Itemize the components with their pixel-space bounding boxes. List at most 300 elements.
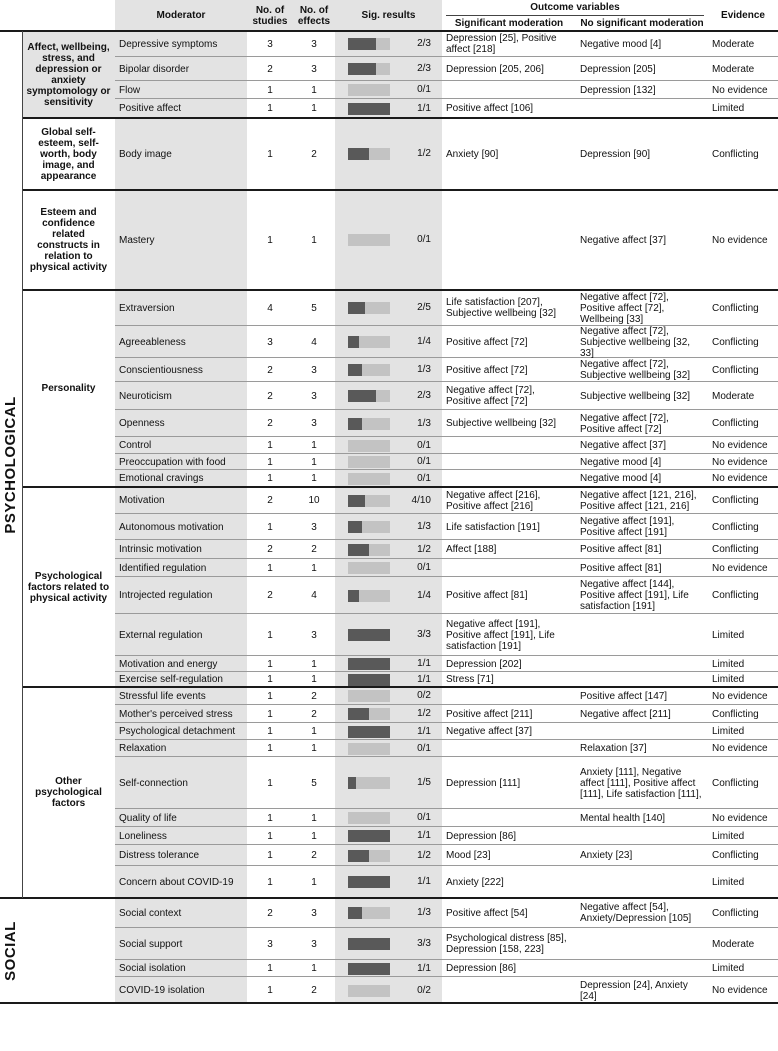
sig-bar-track xyxy=(348,812,390,824)
sig-ratio: 1/1 xyxy=(417,876,431,887)
effects-count: 1 xyxy=(311,473,317,484)
sig-bar-track xyxy=(348,726,390,738)
studies-count: 1 xyxy=(267,456,273,468)
non-significant-outcomes: Negative mood [4] xyxy=(580,473,662,484)
sig-bar-track xyxy=(348,390,390,402)
sig-bar-fill xyxy=(348,418,362,430)
sig-ratio: 1/1 xyxy=(417,725,431,737)
moderator-name: Depressive symptoms xyxy=(119,38,218,50)
significant-outcomes: Depression [205, 206] xyxy=(446,63,544,75)
non-significant-outcomes: Negative affect [37] xyxy=(580,234,666,246)
effects-count: 10 xyxy=(308,495,320,506)
non-significant-outcomes: Negative affect [37] xyxy=(580,440,666,451)
non-significant-outcomes: Negative affect [72], Positive affect [72] xyxy=(580,412,669,435)
effects-count: 2 xyxy=(311,544,317,555)
header-studies: No. of studies xyxy=(252,4,288,27)
significant-outcomes: Life satisfaction [191] xyxy=(446,521,540,533)
moderator-name: Introjected regulation xyxy=(119,590,213,601)
sig-ratio: 3/3 xyxy=(417,938,431,949)
sig-ratio: 1/1 xyxy=(417,830,431,841)
moderator-name: Identified regulation xyxy=(119,562,207,574)
moderator-name: Openness xyxy=(119,418,165,429)
non-significant-outcomes: Negative affect [72], Subjective wellbeing [32, 33] xyxy=(580,325,691,359)
evidence-rating: Conflicting xyxy=(712,148,759,160)
studies-count: 2 xyxy=(267,590,273,601)
evidence-rating: Conflicting xyxy=(712,708,759,720)
sig-bar-fill xyxy=(348,148,369,160)
moderator-name: Exercise self-regulation xyxy=(119,674,223,685)
significant-outcomes: Psychological distress [85], Depression [158, 223] xyxy=(446,933,567,955)
evidence-rating: No evidence xyxy=(712,743,768,754)
sig-bar-fill xyxy=(348,850,369,862)
evidence-rating: Limited xyxy=(712,103,745,114)
studies-count: 1 xyxy=(267,812,273,824)
moderator-name: Stressful life events xyxy=(119,690,206,702)
effects-count: 3 xyxy=(311,907,317,919)
significant-outcomes xyxy=(446,190,572,290)
evidence-rating: Conflicting xyxy=(712,521,759,533)
sig-ratio: 1/5 xyxy=(417,777,431,788)
moderator-name: Relaxation xyxy=(119,743,167,754)
evidence-rating: Limited xyxy=(712,830,745,842)
non-significant-outcomes: Positive affect [147] xyxy=(580,690,668,702)
non-significant-outcomes xyxy=(580,672,704,687)
effects-count: 1 xyxy=(311,456,317,468)
sig-bar-track xyxy=(348,456,390,468)
studies-count: 2 xyxy=(267,544,273,555)
significant-outcomes xyxy=(446,454,572,470)
studies-count: 1 xyxy=(267,985,273,996)
sig-bar-track xyxy=(348,938,390,950)
non-significant-outcomes xyxy=(580,656,704,672)
group-label: Global self-esteem, self-worth, body image, and appearance xyxy=(38,126,99,182)
studies-count: 1 xyxy=(267,103,273,114)
sig-ratio: 1/3 xyxy=(417,417,431,429)
studies-count: 1 xyxy=(267,674,273,685)
studies-count: 1 xyxy=(267,963,273,974)
sig-bar-track xyxy=(348,302,390,314)
sig-ratio: 0/1 xyxy=(417,439,431,451)
non-significant-outcomes: Positive affect [81] xyxy=(580,544,662,555)
sig-ratio: 1/1 xyxy=(417,962,431,974)
effects-count: 1 xyxy=(311,963,317,974)
effects-count: 3 xyxy=(311,38,317,50)
effects-count: 1 xyxy=(311,674,317,685)
evidence-rating: No evidence xyxy=(712,84,768,96)
moderator-name: Self-connection xyxy=(119,777,188,789)
sig-bar-track xyxy=(348,830,390,842)
significant-outcomes: Depression [111] xyxy=(446,777,521,789)
significant-outcomes xyxy=(446,687,572,705)
moderator-name: Bipolar disorder xyxy=(119,63,190,75)
effects-count: 1 xyxy=(311,812,317,824)
non-significant-outcomes: Depression [24], Anxiety [24] xyxy=(580,979,688,1002)
non-significant-outcomes: Subjective wellbeing [32] xyxy=(580,390,691,402)
significant-outcomes: Subjective wellbeing [32] xyxy=(446,418,557,429)
studies-count: 2 xyxy=(267,418,273,429)
evidence-rating: Moderate xyxy=(712,938,755,950)
evidence-rating: No evidence xyxy=(712,473,768,484)
sig-bar-track xyxy=(348,103,390,115)
sig-bar-fill xyxy=(348,495,365,507)
sig-ratio: 0/1 xyxy=(417,456,431,467)
moderator-name: External regulation xyxy=(119,629,203,641)
evidence-rating: No evidence xyxy=(712,562,768,574)
effects-count: 2 xyxy=(311,148,317,160)
non-significant-outcomes: Negative affect [72], Subjective wellbeing [32] xyxy=(580,359,691,381)
non-significant-outcomes: Negative affect [211] xyxy=(580,708,671,720)
sig-bar-fill xyxy=(348,963,390,975)
sig-bar-fill xyxy=(348,674,390,686)
effects-count: 1 xyxy=(311,562,317,574)
evidence-rating: Conflicting xyxy=(712,336,759,348)
significant-outcomes xyxy=(446,977,572,1004)
evidence-rating: Conflicting xyxy=(712,495,759,506)
studies-count: 2 xyxy=(267,63,273,75)
effects-count: 1 xyxy=(311,743,317,754)
studies-count: 1 xyxy=(267,473,273,484)
studies-count: 1 xyxy=(267,690,273,702)
effects-count: 4 xyxy=(311,336,317,348)
significant-outcomes xyxy=(446,809,572,827)
significant-outcomes xyxy=(446,437,572,454)
moderator-name: Neuroticism xyxy=(119,390,172,402)
sig-bar-fill xyxy=(348,521,362,533)
non-significant-outcomes: Negative mood [4] xyxy=(580,38,662,50)
sig-ratio: 1/4 xyxy=(417,589,431,601)
evidence-rating: Limited xyxy=(712,629,745,641)
non-significant-outcomes: Negative affect [144], Positive affect [191], Life satisfaction [191] xyxy=(580,579,689,612)
sig-bar-track xyxy=(348,521,390,533)
sig-bar-track xyxy=(348,148,390,160)
moderator-name: Control xyxy=(119,440,152,451)
group-label: Psychological factors related to physical activity xyxy=(27,570,110,604)
effects-count: 3 xyxy=(311,521,317,533)
significant-outcomes xyxy=(446,559,572,577)
non-significant-outcomes: Anxiety [23] xyxy=(580,850,633,861)
moderator-name: Extraversion xyxy=(119,302,175,314)
non-significant-outcomes xyxy=(580,723,704,740)
sig-bar-track xyxy=(348,658,390,670)
sig-bar-track xyxy=(348,336,390,348)
effects-count: 1 xyxy=(311,103,317,114)
evidence-rating: No evidence xyxy=(712,690,768,702)
sig-bar-fill xyxy=(348,726,390,738)
sig-bar-track xyxy=(348,907,390,919)
evidence-rating: Limited xyxy=(712,963,745,974)
studies-count: 1 xyxy=(267,521,273,533)
evidence-rating: No evidence xyxy=(712,985,768,996)
moderator-name: Flow xyxy=(119,84,141,96)
non-significant-outcomes xyxy=(580,866,704,898)
moderator-name: Social isolation xyxy=(119,963,186,974)
non-significant-outcomes: Relaxation [37] xyxy=(580,743,647,754)
moderator-name: Conscientiousness xyxy=(119,364,203,376)
group-column-rule xyxy=(22,31,23,898)
sig-bar-track xyxy=(348,690,390,702)
studies-count: 3 xyxy=(267,938,273,950)
significant-outcomes: Positive affect [54] xyxy=(446,907,528,919)
non-significant-outcomes: Negative affect [191], Positive affect [191] xyxy=(580,516,675,538)
significant-outcomes: Life satisfaction [207], Subjective wellbeing [32] xyxy=(446,297,557,319)
header-significant-moderation: Significant moderation xyxy=(454,17,564,29)
domain-label: SOCIAL xyxy=(2,921,19,981)
significant-outcomes: Stress [71] xyxy=(446,674,494,685)
group-label: Esteem and confidence related constructs in relation to physical activity xyxy=(29,207,108,273)
evidence-rating: Moderate xyxy=(712,63,755,75)
sig-ratio: 1/4 xyxy=(417,336,431,347)
significant-outcomes: Anxiety [90] xyxy=(446,148,499,160)
effects-count: 2 xyxy=(311,708,317,720)
moderator-name: Quality of life xyxy=(119,812,177,824)
studies-count: 1 xyxy=(267,743,273,754)
evidence-rating: No evidence xyxy=(712,234,768,246)
moderator-name: Mother's perceived stress xyxy=(119,708,233,720)
moderator-name: Concern about COVID-19 xyxy=(119,876,234,888)
evidence-rating: Moderate xyxy=(712,38,755,50)
moderator-name: Loneliness xyxy=(119,830,167,842)
sig-ratio: 0/1 xyxy=(417,234,431,245)
evidence-rating: Conflicting xyxy=(712,777,759,789)
effects-count: 5 xyxy=(311,777,317,789)
effects-count: 3 xyxy=(311,63,317,75)
evidence-rating: Conflicting xyxy=(712,850,759,861)
significant-outcomes: Depression [86] xyxy=(446,963,517,974)
sig-bar-track xyxy=(348,473,390,485)
sig-bar-fill xyxy=(348,830,390,842)
header-sig-results: Sig. results xyxy=(361,10,416,21)
moderator-name: Emotional cravings xyxy=(119,473,204,484)
studies-count: 2 xyxy=(267,364,273,376)
sig-ratio: 1/3 xyxy=(417,364,431,375)
sig-bar-track xyxy=(348,674,390,686)
moderator-name: Motivation xyxy=(119,495,165,506)
non-significant-outcomes: Negative affect [54], Anxiety/Depression [105] xyxy=(580,902,692,924)
evidence-rating: Conflicting xyxy=(712,544,759,555)
non-significant-outcomes: Depression [205] xyxy=(580,63,656,75)
evidence-rating: Conflicting xyxy=(712,364,759,376)
studies-count: 1 xyxy=(267,562,273,574)
header-underline xyxy=(446,15,704,16)
sig-ratio: 1/2 xyxy=(417,849,431,861)
evidence-rating: Limited xyxy=(712,658,745,670)
evidence-rating: Limited xyxy=(712,726,745,737)
header-effects: No. of effects xyxy=(297,4,331,27)
significant-outcomes: Depression [86] xyxy=(446,830,517,842)
studies-count: 3 xyxy=(267,336,273,348)
sig-bar-fill xyxy=(348,629,390,641)
significant-outcomes: Negative affect [216], Positive affect [216] xyxy=(446,489,541,512)
non-significant-outcomes: Anxiety [111], Negative affect [111], Positive affect [111], Life satisfaction [111], xyxy=(580,766,702,800)
effects-count: 3 xyxy=(311,418,317,429)
non-significant-outcomes xyxy=(580,614,704,656)
sig-ratio: 1/2 xyxy=(417,708,431,719)
sig-bar-fill xyxy=(348,103,390,115)
non-significant-outcomes xyxy=(580,99,704,118)
sig-ratio: 1/1 xyxy=(417,673,431,685)
non-significant-outcomes: Negative mood [4] xyxy=(580,456,662,468)
moderator-name: Positive affect xyxy=(119,103,182,114)
sig-bar-track xyxy=(348,84,390,96)
sig-bar-fill xyxy=(348,590,359,602)
effects-count: 1 xyxy=(311,84,317,96)
sig-ratio: 0/2 xyxy=(417,984,431,996)
sig-ratio: 4/10 xyxy=(411,494,431,506)
sig-bar-fill xyxy=(348,907,362,919)
sig-bar-fill xyxy=(348,390,376,402)
sig-ratio: 3/3 xyxy=(417,629,431,640)
studies-count: 1 xyxy=(267,658,273,670)
sig-ratio: 2/3 xyxy=(417,38,431,49)
significant-outcomes: Negative affect [191], Positive affect [191], Life satisfaction [191] xyxy=(446,618,555,652)
sig-bar-fill xyxy=(348,876,390,888)
sig-ratio: 0/1 xyxy=(417,812,431,823)
studies-count: 1 xyxy=(267,850,273,861)
moderator-name: Psychological detachment xyxy=(119,726,236,737)
non-significant-outcomes: Mental health [140] xyxy=(580,812,666,824)
sig-bar-fill xyxy=(348,777,356,789)
studies-count: 1 xyxy=(267,876,273,888)
evidence-rating: Conflicting xyxy=(712,907,759,919)
significant-outcomes xyxy=(446,740,572,757)
moderator-name: Social support xyxy=(119,938,183,950)
domain-label: PSYCHOLOGICAL xyxy=(2,395,19,534)
moderator-name: Preoccupation with food xyxy=(119,456,226,468)
group-label: Personality xyxy=(41,383,96,394)
sig-bar-track xyxy=(348,850,390,862)
evidence-rating: No evidence xyxy=(712,440,768,451)
effects-count: 3 xyxy=(311,390,317,402)
studies-count: 1 xyxy=(267,84,273,96)
sig-ratio: 0/1 xyxy=(417,562,431,573)
significant-outcomes: Negative affect [37] xyxy=(446,726,532,737)
sig-ratio: 1/3 xyxy=(417,521,431,532)
sig-ratio: 2/3 xyxy=(417,390,431,401)
sig-bar-track xyxy=(348,63,390,75)
sig-bar-fill xyxy=(348,658,390,670)
sig-bar-track xyxy=(348,876,390,888)
non-significant-outcomes: Depression [132] xyxy=(580,84,656,96)
sig-bar-fill xyxy=(348,544,369,556)
studies-count: 1 xyxy=(267,629,273,641)
sig-bar-track xyxy=(348,440,390,452)
sig-bar-fill xyxy=(348,336,359,348)
non-significant-outcomes: Depression [90] xyxy=(580,148,651,160)
moderator-name: Body image xyxy=(119,148,172,160)
effects-count: 1 xyxy=(311,658,317,670)
significant-outcomes: Positive affect [106] xyxy=(446,103,534,114)
studies-count: 1 xyxy=(267,726,273,737)
effects-count: 3 xyxy=(311,629,317,641)
sig-ratio: 1/1 xyxy=(417,102,431,114)
sig-bar-track xyxy=(348,963,390,975)
evidence-rating: Conflicting xyxy=(712,418,759,429)
significant-outcomes: Depression [25], Positive affect [218] xyxy=(446,33,557,55)
non-significant-outcomes xyxy=(580,827,704,845)
effects-count: 3 xyxy=(311,938,317,950)
header-evidence: Evidence xyxy=(721,10,765,21)
studies-count: 1 xyxy=(267,708,273,720)
evidence-rating: Limited xyxy=(712,876,745,888)
studies-count: 1 xyxy=(267,148,273,160)
effects-count: 4 xyxy=(311,590,317,601)
sig-bar-track xyxy=(348,985,390,997)
significant-outcomes: Affect [188] xyxy=(446,544,497,555)
studies-count: 4 xyxy=(267,302,273,314)
sig-bar-fill xyxy=(348,938,390,950)
significant-outcomes: Positive affect [72] xyxy=(446,364,528,376)
sig-ratio: 2/3 xyxy=(417,63,431,74)
sig-bar-track xyxy=(348,364,390,376)
effects-count: 2 xyxy=(311,985,317,996)
sig-ratio: 0/1 xyxy=(417,472,431,484)
header-outcome-variables: Outcome variables xyxy=(530,2,620,13)
sig-ratio: 1/3 xyxy=(417,907,431,918)
moderator-name: Social context xyxy=(119,907,182,919)
group-label xyxy=(26,898,111,1004)
group-label: Affect, wellbeing, stress, and depression or anxiety symptomology or sensitivity xyxy=(26,41,111,108)
evidence-rating: Moderate xyxy=(712,390,755,402)
sig-ratio: 0/1 xyxy=(417,742,431,754)
non-significant-outcomes xyxy=(580,928,704,960)
non-significant-outcomes xyxy=(580,960,704,977)
sig-bar-track xyxy=(348,777,390,789)
effects-count: 1 xyxy=(311,234,317,246)
studies-count: 2 xyxy=(267,495,273,506)
non-significant-outcomes: Negative affect [121, 216], Positive affect [121, 216] xyxy=(580,489,697,512)
moderator-name: Distress tolerance xyxy=(119,850,200,861)
studies-count: 3 xyxy=(267,38,273,50)
sig-bar-track xyxy=(348,495,390,507)
sig-bar-fill xyxy=(348,302,365,314)
sig-bar-fill xyxy=(348,708,369,720)
effects-count: 1 xyxy=(311,876,317,888)
significant-outcomes: Positive affect [81] xyxy=(446,590,528,601)
moderator-name: Intrinsic motivation xyxy=(119,544,202,555)
sig-ratio: 1/1 xyxy=(417,658,431,669)
effects-count: 2 xyxy=(311,850,317,861)
sig-ratio: 0/2 xyxy=(417,690,431,701)
sig-bar-track xyxy=(348,38,390,50)
sig-bar-fill xyxy=(348,364,362,376)
effects-count: 5 xyxy=(311,302,317,314)
header-no-significant-moderation: No significant moderation xyxy=(580,17,704,29)
moderator-name: COVID-19 isolation xyxy=(119,985,205,996)
sig-bar-track xyxy=(348,629,390,641)
sig-bar-fill xyxy=(348,63,376,75)
significant-outcomes xyxy=(446,470,572,487)
sig-bar-fill xyxy=(348,38,376,50)
group-label: Other psychological factors xyxy=(35,776,102,809)
evidence-rating: Conflicting xyxy=(712,590,759,601)
significant-outcomes: Negative affect [72], Positive affect [72] xyxy=(446,385,535,407)
significant-outcomes: Positive affect [72] xyxy=(446,336,528,348)
effects-count: 3 xyxy=(311,364,317,376)
studies-count: 1 xyxy=(267,440,273,451)
sig-bar-track xyxy=(348,418,390,430)
sig-bar-track xyxy=(348,562,390,574)
sig-bar-track xyxy=(348,544,390,556)
effects-count: 1 xyxy=(311,830,317,842)
sig-bar-track xyxy=(348,708,390,720)
evidence-rating: Limited xyxy=(712,674,745,685)
non-significant-outcomes: Negative affect [72], Positive affect [72], Wellbeing [33] xyxy=(580,291,669,325)
studies-count: 2 xyxy=(267,907,273,919)
sig-bar-track xyxy=(348,234,390,246)
sig-bar-track xyxy=(348,743,390,755)
studies-count: 1 xyxy=(267,234,273,246)
sig-ratio: 1/2 xyxy=(417,543,431,555)
